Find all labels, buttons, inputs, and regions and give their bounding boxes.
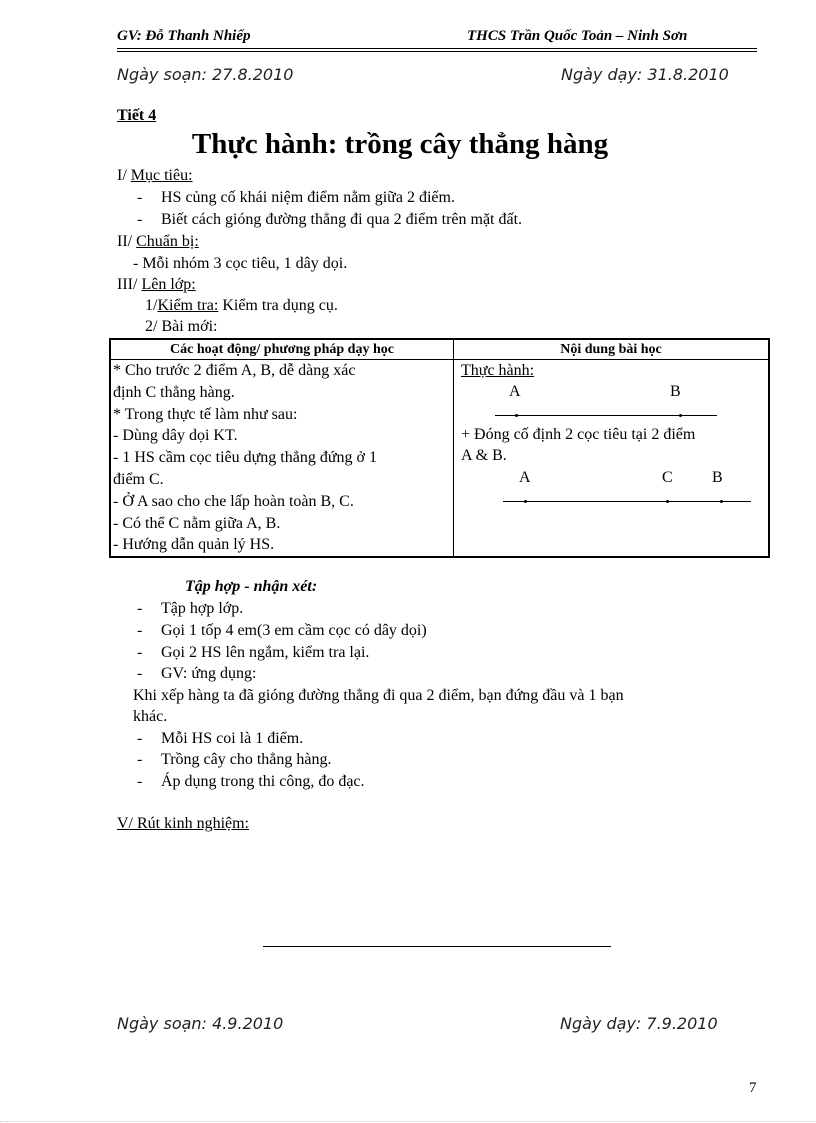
summary-item: -	[137, 622, 143, 639]
summary-paragraph: khác.	[133, 708, 168, 725]
summary-paragraph: Khi xếp hàng ta đã gióng đường thẳng đi qua 2 điểm, bạn đứng đầu và 1 bạn	[133, 687, 624, 704]
teacher-name: GV: Đỗ Thanh Nhiếp	[117, 28, 251, 44]
section-preparation-heading: Chuẩn bị:	[136, 233, 199, 250]
summary-item-text: Gọi 2 HS lên ngắm, kiểm tra lại.	[161, 644, 370, 661]
activities-cell	[110, 360, 454, 558]
next-taught-date: Ngày dạy: 7.9.2010	[560, 1014, 718, 1033]
table-header-row	[110, 339, 769, 360]
section-objectives-heading: Mục tiêu:	[130, 167, 193, 184]
table-header-content: Nội dung bài học	[454, 339, 770, 360]
lesson-table	[109, 338, 770, 558]
next-prepared-date: Ngày soạn: 4.9.2010	[117, 1014, 284, 1033]
header-rule-top	[117, 48, 757, 49]
point-label-b: B	[712, 469, 723, 486]
line-ab	[495, 415, 717, 416]
page-header	[117, 26, 757, 50]
objective-item-text: Biết cách gióng đường thẳng đi qua 2 điểm trên mặt đất.	[161, 211, 523, 228]
summary-item: -	[137, 644, 143, 661]
section-preparation	[117, 233, 199, 251]
step-text-line: A & B.	[461, 447, 507, 464]
check-line	[145, 297, 338, 315]
section-objectives-prefix: I/	[117, 167, 131, 184]
summary-item: -	[137, 773, 143, 790]
page-number: 7	[749, 1080, 757, 1096]
content-cell	[454, 360, 770, 558]
activity-line: - 1 HS cầm cọc tiêu dựng thẳng đứng ở 1	[113, 449, 377, 467]
activity-line: - Có thể C nằm giữa A, B.	[113, 514, 281, 532]
lesson-number: Tiết 4	[117, 107, 157, 124]
point-c-mark	[666, 500, 669, 503]
point-label-b: B	[670, 383, 681, 400]
table-row	[110, 360, 769, 558]
point-b-mark	[679, 414, 682, 417]
objective-item-text: HS củng cố khái niệm điểm nằm giữa 2 điểm.	[161, 189, 455, 206]
school-name: THCS Trần Quốc Toản – Ninh Sơn	[467, 28, 688, 44]
activity-line: * Trong thực tế làm như sau:	[113, 405, 298, 423]
separator-line	[263, 946, 611, 947]
objective-item: -	[137, 189, 143, 206]
page-bottom-edge	[0, 1121, 816, 1122]
point-label-a: A	[509, 383, 521, 400]
objective-item: -	[137, 211, 143, 228]
step-text-line: + Đóng cố định 2 cọc tiêu tại 2 điểm	[461, 426, 696, 443]
section-experience: V/ Rút kinh nghiệm:	[117, 815, 249, 832]
point-a-mark	[524, 500, 527, 503]
section-objectives	[117, 167, 193, 185]
point-label-a: A	[519, 469, 531, 486]
lesson-title: Thực hành: trồng cây thẳng hàng	[191, 128, 609, 160]
activity-line: điểm C.	[113, 470, 164, 488]
taught-date: Ngày dạy: 31.8.2010	[561, 65, 729, 84]
activity-line: - Dùng dây dọi KT.	[113, 427, 238, 445]
new-lesson-label: 2/ Bài mới:	[145, 318, 218, 335]
activity-line: - Ở A sao cho che lấp hoàn toàn B, C.	[113, 492, 354, 510]
summary-item: -	[137, 730, 143, 747]
summary-heading: Tập hợp - nhận xét:	[185, 578, 318, 595]
summary-item: -	[137, 665, 143, 682]
line-acb	[503, 501, 751, 502]
summary-item-text: Áp dụng trong thi công, đo đạc.	[161, 773, 365, 790]
summary-item-text: Gọi 1 tốp 4 em(3 em cầm cọc có dây dọi)	[161, 622, 427, 639]
check-prefix: 1/	[145, 297, 158, 314]
summary-item-text: Tập hợp lớp.	[161, 600, 244, 617]
point-b-mark	[720, 500, 723, 503]
section-class	[117, 276, 196, 294]
summary-item-text: Trồng cây cho thẳng hàng.	[161, 751, 332, 768]
prepared-date: Ngày soạn: 27.8.2010	[117, 65, 294, 84]
table-header-activities: Các hoạt động/ phương pháp dạy học	[110, 339, 454, 360]
summary-item-text: GV: ứng dụng:	[161, 665, 257, 682]
point-label-c: C	[662, 469, 673, 486]
point-a-mark	[515, 414, 518, 417]
summary-item: -	[137, 600, 143, 617]
header-rule-bottom	[117, 51, 757, 52]
practice-heading: Thực hành:	[461, 362, 535, 379]
section-preparation-prefix: II/	[117, 233, 137, 250]
activity-line: * Cho trước 2 điểm A, B, dễ dàng xác	[113, 362, 356, 379]
summary-item: -	[137, 751, 143, 768]
check-label: Kiểm tra:	[157, 297, 219, 314]
section-class-heading: Lên lớp:	[141, 276, 196, 293]
activity-line: định C thẳng hàng.	[113, 383, 235, 401]
preparation-item: - Mỗi nhóm 3 cọc tiêu, 1 dây dọi.	[133, 255, 348, 272]
check-text: Kiểm tra dụng cụ.	[218, 297, 338, 314]
section-class-prefix: III/	[117, 276, 142, 293]
summary-item-text: Mỗi HS coi là 1 điểm.	[161, 730, 304, 747]
activity-line: - Hướng dẫn quản lý HS.	[113, 536, 275, 554]
